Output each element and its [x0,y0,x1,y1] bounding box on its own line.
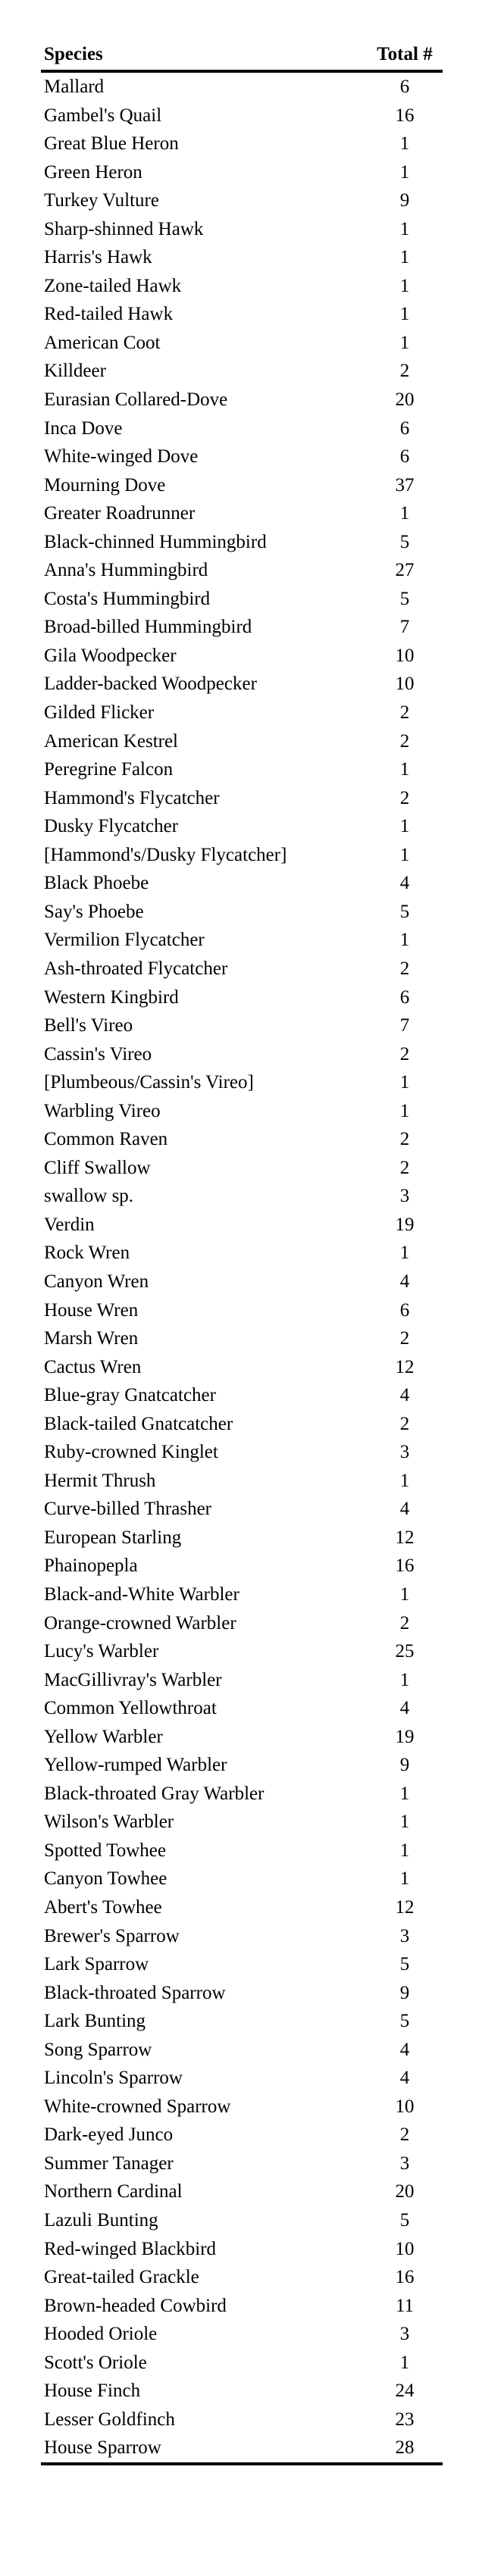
species-name-cell: Common Yellowthroat [44,1698,217,1719]
species-total-cell: 2 [399,1129,410,1150]
species-total-cell: 16 [395,1555,415,1577]
table-row [41,1780,443,1809]
species-name-cell: Ash-throated Flycatcher [44,958,228,979]
table-row [41,2434,443,2464]
table-row [41,329,443,358]
species-name-cell: White-crowned Sparrow [44,2096,231,2117]
species-name-cell: Mallard [44,77,105,97]
table-row [41,1097,443,1126]
species-total-cell: 1 [399,1243,410,1264]
species-total-cell: 1 [399,1072,410,1093]
species-name-cell: Broad-billed Hummingbird [44,617,252,638]
table-row [41,2292,443,2321]
table-row [41,869,443,898]
table-row [41,1580,443,1609]
species-name-cell: Phainopepla [44,1555,138,1577]
table-row [41,1865,443,1893]
table-row [41,1979,443,2008]
species-total-cell: 2 [399,2124,410,2146]
species-name-cell: Abert's Towhee [44,1897,162,1918]
species-name-cell: Brown-headed Cowbird [44,2295,227,2316]
species-name-cell: [Plumbeous/Cassin's Vireo] [44,1072,254,1093]
species-name-cell: Great Blue Heron [44,133,179,155]
table-row [41,1268,443,1296]
table-row [41,642,443,671]
table-row [41,2406,443,2434]
species-name-cell: Yellow Warbler [44,1726,163,1747]
species-total-cell: 2 [399,1612,410,1633]
species-name-cell: Black-chinned Hummingbird [44,531,267,552]
species-total-cell: 2 [399,1413,410,1434]
table-row [41,2064,443,2093]
species-total-cell: 1 [399,503,410,524]
species-total-cell: 20 [395,389,415,411]
species-name-cell: Green Heron [44,161,142,183]
species-total-cell: 2 [399,702,410,724]
species-total-cell: 5 [399,1954,410,1975]
species-total-cell: 3 [399,1442,410,1463]
species-name-cell: Verdin [44,1214,95,1235]
table-row [41,1723,443,1752]
table-row [41,1495,443,1524]
species-name-cell: Costa's Hummingbird [44,588,211,609]
species-total-cell: 1 [399,1840,410,1861]
species-total-cell: 2 [399,1328,410,1349]
table-row [41,102,443,130]
species-name-cell: American Kestrel [44,730,179,752]
species-name-cell: Lesser Goldfinch [44,2409,175,2430]
table-row [41,2007,443,2036]
species-name-cell: Canyon Wren [44,1271,149,1292]
species-total-cell: 25 [395,1641,415,1662]
species-total-cell: 9 [399,1755,410,1776]
table-row [41,1438,443,1467]
species-total-cell: 5 [399,2011,410,2032]
species-total-cell: 1 [399,247,410,268]
table-row [41,1125,443,1154]
species-total-cell: 1 [399,133,410,155]
table-row [41,812,443,841]
species-name-cell: Ruby-crowned Kinglet [44,1442,218,1463]
species-total-cell: 3 [399,1925,410,1946]
species-name-cell: Marsh Wren [44,1328,139,1349]
species-total-cell: 37 [395,474,415,496]
species-total-cell: 4 [399,1499,410,1520]
species-total-cell: 1 [399,844,410,865]
species-name-cell: Brewer's Sparrow [44,1925,180,1946]
table-body [41,71,443,2464]
species-total-cell: 3 [399,1186,410,1207]
species-name-cell: Curve-billed Thrasher [44,1499,211,1520]
species-name-cell: Bell's Vireo [44,1015,133,1036]
table-row [41,357,443,386]
table-row [41,983,443,1012]
species-total-cell: 10 [395,645,415,666]
table-row [41,1922,443,1951]
species-total-cell: 5 [399,2210,410,2231]
species-name-cell: Turkey Vulture [44,190,159,211]
species-name-cell: Gambel's Quail [44,105,162,126]
table-row [41,1353,443,1382]
table-row [41,1552,443,1580]
species-total-cell: 6 [399,1299,410,1321]
species-name-cell: Song Sparrow [44,2039,152,2060]
species-column-header: Species [41,39,367,71]
table-row [41,1751,443,1780]
species-total-cell: 11 [395,2295,415,2316]
table-row [41,1808,443,1837]
table-row [41,2206,443,2235]
species-total-cell: 2 [399,1043,410,1064]
species-total-cell: 4 [399,2068,410,2089]
species-name-cell: Cactus Wren [44,1356,142,1377]
species-total-cell: 1 [399,304,410,325]
table-row [41,1296,443,1325]
table-row [41,386,443,414]
species-name-cell: Killdeer [44,361,106,382]
species-name-cell: Black-throated Sparrow [44,1982,226,2003]
species-name-cell: Lark Bunting [44,2011,146,2032]
table-row [41,1011,443,1040]
species-total-cell: 5 [399,588,410,609]
species-total-cell: 4 [399,873,410,894]
table-row [41,2177,443,2206]
species-total-cell: 1 [399,2352,410,2373]
species-total-cell: 27 [395,560,415,581]
table-row [41,215,443,244]
species-total-cell: 2 [399,958,410,979]
species-name-cell: Vermilion Flycatcher [44,930,205,951]
species-name-cell: Great-tailed Grackle [44,2267,199,2288]
table-row [41,1666,443,1695]
species-name-cell: Black Phoebe [44,873,149,894]
species-total-cell: 5 [399,901,410,922]
species-total-cell: 10 [395,2238,415,2259]
species-name-cell: Western Kingbird [44,986,179,1008]
species-name-cell: swallow sp. [44,1186,134,1207]
species-name-cell: Harris's Hawk [44,247,152,268]
species-name-cell: European Starling [44,1527,182,1548]
species-total-cell: 2 [399,787,410,808]
species-name-cell: Lark Sparrow [44,1954,149,1975]
table-row [41,528,443,557]
species-total-cell: 1 [399,930,410,951]
species-total-cell: 4 [399,1271,410,1292]
species-total-cell: 10 [395,674,415,695]
table-row [41,898,443,927]
species-name-cell: Hermit Thrush [44,1470,156,1491]
species-name-cell: Warbling Vireo [44,1100,161,1121]
species-total-cell: 6 [399,417,410,439]
species-total-cell: 12 [395,1527,415,1548]
species-name-cell: Ladder-backed Woodpecker [44,674,257,695]
species-name-cell: Greater Roadrunner [44,503,196,524]
species-name-cell: Black-tailed Gnatcatcher [44,1413,233,1434]
table-row [41,670,443,699]
table-row [41,186,443,215]
table-row [41,1837,443,1865]
species-name-cell: Blue-gray Gnatcatcher [44,1385,216,1406]
species-name-cell: Lincoln's Sparrow [44,2068,183,2089]
species-name-cell: Scott's Oriole [44,2352,147,2373]
species-total-cell: 3 [399,2324,410,2345]
table-row [41,727,443,756]
species-total-cell: 12 [395,1356,415,1377]
table-row [41,2093,443,2121]
table-row [41,926,443,955]
species-total-cell: 3 [399,2152,410,2174]
table-row [41,2263,443,2292]
table-row [41,158,443,187]
table-row [41,1524,443,1552]
species-name-cell: White-winged Dove [44,446,199,467]
species-total-cell: 4 [399,1698,410,1719]
species-total-cell: 6 [399,986,410,1008]
species-total-cell: 20 [395,2181,415,2202]
species-name-cell: Hooded Oriole [44,2324,158,2345]
species-name-cell: Rock Wren [44,1243,130,1264]
species-name-cell: Lazuli Bunting [44,2210,158,2231]
species-total-cell: 1 [399,1812,410,1833]
species-name-cell: Say's Phoebe [44,901,144,922]
table-row [41,755,443,784]
table-row [41,699,443,727]
species-total-cell: 9 [399,190,410,211]
species-name-cell: Dark-eyed Junco [44,2124,174,2146]
table-row [41,2036,443,2065]
table-row [41,1324,443,1353]
species-name-cell: Common Raven [44,1129,168,1150]
species-name-cell: House Sparrow [41,2434,367,2464]
table-row [41,272,443,301]
table-row [41,414,443,443]
table-row [41,1068,443,1097]
species-name-cell: Mourning Dove [44,474,166,496]
species-total-cell: 1 [399,1868,410,1890]
table-row [41,2320,443,2349]
table-row [41,613,443,642]
species-total-cell: 1 [399,161,410,183]
species-total-cell: 1 [399,1470,410,1491]
species-total-cell: 12 [395,1897,415,1918]
species-name-cell: Canyon Towhee [44,1868,167,1890]
table-row [41,1694,443,1723]
table-row [41,1154,443,1183]
species-total-cell: 16 [395,2267,415,2288]
species-count-table [41,39,443,2465]
species-total-cell: 5 [399,531,410,552]
species-total-cell: 24 [395,2381,415,2402]
species-total-cell: 4 [399,2039,410,2060]
species-total-cell: 1 [399,1783,410,1804]
species-name-cell: Spotted Towhee [44,1840,166,1861]
species-total-cell: 2 [399,1157,410,1178]
species-total-cell: 10 [395,2096,415,2117]
table-row [41,1182,443,1211]
species-total-cell: 2 [399,730,410,752]
species-total-cell: 2 [399,361,410,382]
table-row [41,2121,443,2149]
species-name-cell: MacGillivray's Warbler [44,1669,222,1690]
species-name-cell: Gila Woodpecker [44,645,177,666]
species-name-cell: [Hammond's/Dusky Flycatcher] [44,844,287,865]
species-name-cell: Sharp-shinned Hawk [44,218,204,239]
table-row [41,442,443,471]
species-total-cell: 7 [399,1015,410,1036]
total-column-header: Total # [367,39,443,71]
species-total-cell: 1 [399,816,410,837]
species-name-cell: Northern Cardinal [44,2181,183,2202]
table-row [41,1410,443,1439]
table-row [41,130,443,158]
table-row [41,2377,443,2406]
species-name-cell: Black-throated Gray Warbler [44,1783,264,1804]
species-name-cell: Red-winged Blackbird [44,2238,217,2259]
table-row [41,243,443,272]
species-name-cell: Inca Dove [44,417,123,439]
table-row [41,1211,443,1240]
species-name-cell: Cassin's Vireo [44,1043,152,1064]
species-total-cell: 1 [399,332,410,353]
species-name-cell: Dusky Flycatcher [44,816,179,837]
table-row [41,556,443,585]
species-name-cell: Hammond's Flycatcher [44,787,220,808]
species-total-cell: 1 [399,218,410,239]
table-row [41,955,443,983]
species-name-cell: House Finch [44,2381,141,2402]
species-name-cell: American Coot [44,332,161,353]
table-row [41,841,443,870]
species-total-cell: 9 [399,1982,410,2003]
species-name-cell: Lucy's Warbler [44,1641,159,1662]
species-name-cell: Cliff Swallow [44,1157,151,1178]
species-total-cell: 19 [395,1726,415,1747]
table-row [41,585,443,614]
table-row [41,499,443,528]
species-name-cell: Black-and-White Warbler [44,1583,239,1605]
species-total-cell: 1 [399,1669,410,1690]
table-row [41,2235,443,2264]
species-name-cell: Eurasian Collared-Dove [44,389,228,411]
table-row [41,1609,443,1638]
species-total-cell: 23 [395,2409,415,2430]
table-row [41,1893,443,1922]
species-count-document [41,39,443,2465]
table-row [41,1637,443,1666]
species-total-cell: 1 [399,1583,410,1605]
table-row [41,471,443,500]
species-name-cell: Yellow-rumped Warbler [44,1755,227,1776]
species-total-cell: 1 [399,275,410,296]
species-name-cell: Peregrine Falcon [44,759,174,780]
table-row [41,71,443,102]
species-total-cell: 19 [395,1214,415,1235]
table-row [41,2349,443,2377]
species-name-cell: Anna's Hummingbird [44,560,208,581]
species-total-cell: 28 [367,2434,443,2464]
species-name-cell: Wilson's Warbler [44,1812,174,1833]
species-total-cell: 1 [399,1100,410,1121]
species-name-cell: Red-tailed Hawk [44,304,174,325]
species-name-cell: Summer Tanager [44,2152,174,2174]
table-row [41,1381,443,1410]
species-name-cell: Gilded Flicker [44,702,155,724]
table-row [41,1239,443,1268]
species-total-cell: 1 [399,759,410,780]
species-name-cell: Zone-tailed Hawk [44,275,182,296]
species-total-cell: 6 [399,77,410,97]
header-row [41,39,443,71]
table-row [41,1040,443,1069]
table-row [41,784,443,813]
species-name-cell: Orange-crowned Warbler [44,1612,236,1633]
species-total-cell: 7 [399,617,410,638]
table-row [41,300,443,329]
species-name-cell: House Wren [44,1299,139,1321]
species-total-cell: 6 [399,446,410,467]
table-row [41,1467,443,1496]
species-total-cell: 16 [395,105,415,126]
table-row [41,2149,443,2178]
species-total-cell: 4 [399,1385,410,1406]
table-row [41,1950,443,1979]
